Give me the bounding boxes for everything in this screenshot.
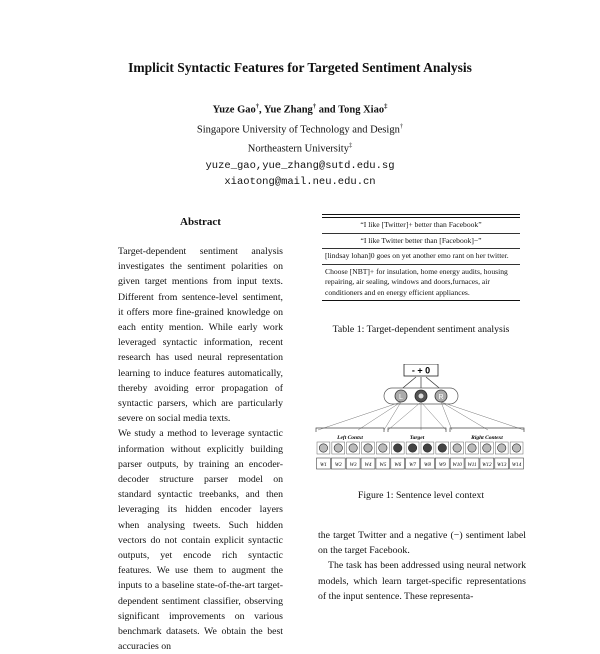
abstract-paragraph-2: We study a method to leverage syntactic information without explicitly building parser outputs, by training an encoder-decoder structure parser model on standard syntactic treebanks, and then leveraging its hidden encoder layers when analysing tweets. Such hidden vectors do not contain explicit syntactic outputs, yet encode rich syntactic features. We use them to augment the inputs to a baseline state-of-the-art target-dependent sentiment classifier, observing significant improvements on various benchmark datasets. We obtain the best accuracies on xyxy=(118,428,283,653)
abstract-heading: Abstract xyxy=(180,216,221,228)
word-label: W13 xyxy=(496,462,507,468)
word-label: W7 xyxy=(409,462,417,468)
bracket-right xyxy=(450,428,524,432)
author-2: Yue Zhang xyxy=(263,104,313,116)
word-label: W5 xyxy=(379,462,387,468)
author-1-mark: † xyxy=(255,103,259,110)
word-label: W1 xyxy=(319,462,327,468)
author-3: Tong Xiao xyxy=(338,104,385,116)
word-label: W12 xyxy=(482,462,492,468)
hidden-unit xyxy=(394,444,402,452)
body-text xyxy=(318,528,526,604)
email-1[interactable]: yuze_gao,yue_zhang@sutd.edu.sg xyxy=(205,159,395,172)
hidden-unit xyxy=(349,444,357,452)
table-row xyxy=(322,265,520,301)
hidden-unit xyxy=(438,444,446,452)
author-sep-1: , xyxy=(259,104,264,116)
hidden-unit xyxy=(512,444,520,452)
bracket-target xyxy=(388,428,446,432)
affiliation-2-text: Northeastern University xyxy=(247,143,349,155)
table-1-caption: Table 1: Target-dependent sentiment analysis xyxy=(332,324,510,335)
figure-1-diagram xyxy=(312,364,528,474)
author-1: Yuze Gao xyxy=(212,104,256,116)
table-row xyxy=(322,249,520,265)
segment-label-left: Left Contxt xyxy=(337,435,363,441)
figure-1-caption: Figure 1: Sentence level context xyxy=(357,490,485,501)
affiliation-1-mark: † xyxy=(399,122,404,130)
hidden-unit xyxy=(483,444,491,452)
table-cell: Choose [NBT]+ for insulation, home energy audits, housing repairing, air sealing, windows and doors,furnaces, air conditioners and en energy efficient appliances. xyxy=(325,266,508,297)
hidden-unit xyxy=(408,444,416,452)
word-label: W4 xyxy=(364,462,372,468)
table-cell: “I like Twitter better than [Facebook]−” xyxy=(360,235,482,245)
table-row xyxy=(322,217,520,234)
affiliation-2-mark: ‡ xyxy=(348,142,353,149)
node-mid-inner xyxy=(419,394,424,399)
paper-title: Implicit Syntactic Features for Targeted Sentiment Analysis xyxy=(128,60,472,75)
table-cell: [lindsay lohan]0 goes on yet another emo rant on her twitter. xyxy=(325,251,509,260)
affiliation-1 xyxy=(0,119,600,139)
bracket-left xyxy=(316,428,384,432)
hidden-units xyxy=(317,442,523,454)
author-names xyxy=(0,99,600,119)
hidden-unit xyxy=(319,444,327,452)
segment-label-target: Target xyxy=(409,435,425,441)
word-label: W11 xyxy=(467,462,477,468)
author-sep-2: and xyxy=(316,104,339,116)
hidden-unit xyxy=(453,444,461,452)
output-label: - + 0 xyxy=(411,365,431,376)
table-1 xyxy=(322,214,520,301)
connections xyxy=(318,402,524,430)
hidden-unit xyxy=(364,444,372,452)
segment-label-right: Right Context xyxy=(471,435,503,441)
hidden-unit xyxy=(334,444,342,452)
affiliation-1-text: Singapore University of Technology and Design xyxy=(196,124,400,135)
hidden-unit xyxy=(379,444,387,452)
word-label: W10 xyxy=(452,462,462,468)
author-3-mark: ‡ xyxy=(384,103,388,110)
author-block xyxy=(0,99,600,190)
word-label: W9 xyxy=(438,462,446,468)
hidden-unit xyxy=(423,444,431,452)
abstract-paragraph-1: Target-dependent sentiment analysis investigates the sentiment polarities on given target mentions from input texts. Different from sentence-level sentiment, it offers more fine-grained knowledge on each entity mention. While early work leveraged syntactic information, recent research has used neural representation learning to induce features automatically, thereby avoiding error propagation of syntactic parsers, which are particularly severe on social media texts. xyxy=(118,246,283,425)
hidden-unit xyxy=(498,444,506,452)
word-label: W2 xyxy=(334,462,342,468)
table-cell: “I like [Twitter]+ better than Facebook” xyxy=(360,220,482,229)
word-label: W6 xyxy=(394,462,402,468)
word-label: W8 xyxy=(423,462,431,468)
body-paragraph-1: the target Twitter and a negative (−) sentiment label on the target Facebook. xyxy=(318,530,526,557)
body-paragraph-2: The task has been addressed using neural network models, which learn target-specific representations of the input sentence. These representa- xyxy=(318,560,526,602)
word-label: W3 xyxy=(349,462,357,468)
node-left-label: L xyxy=(399,394,403,401)
node-right-label: R xyxy=(438,394,444,401)
author-2-mark: † xyxy=(312,103,317,110)
table-row xyxy=(322,234,520,250)
hidden-unit xyxy=(468,444,476,452)
email-2[interactable]: xiaotong@mail.neu.edu.cn xyxy=(224,175,376,188)
word-boxes xyxy=(317,458,524,469)
affiliation-2 xyxy=(0,138,600,158)
abstract-body xyxy=(118,244,283,654)
word-label: W14 xyxy=(511,462,522,468)
